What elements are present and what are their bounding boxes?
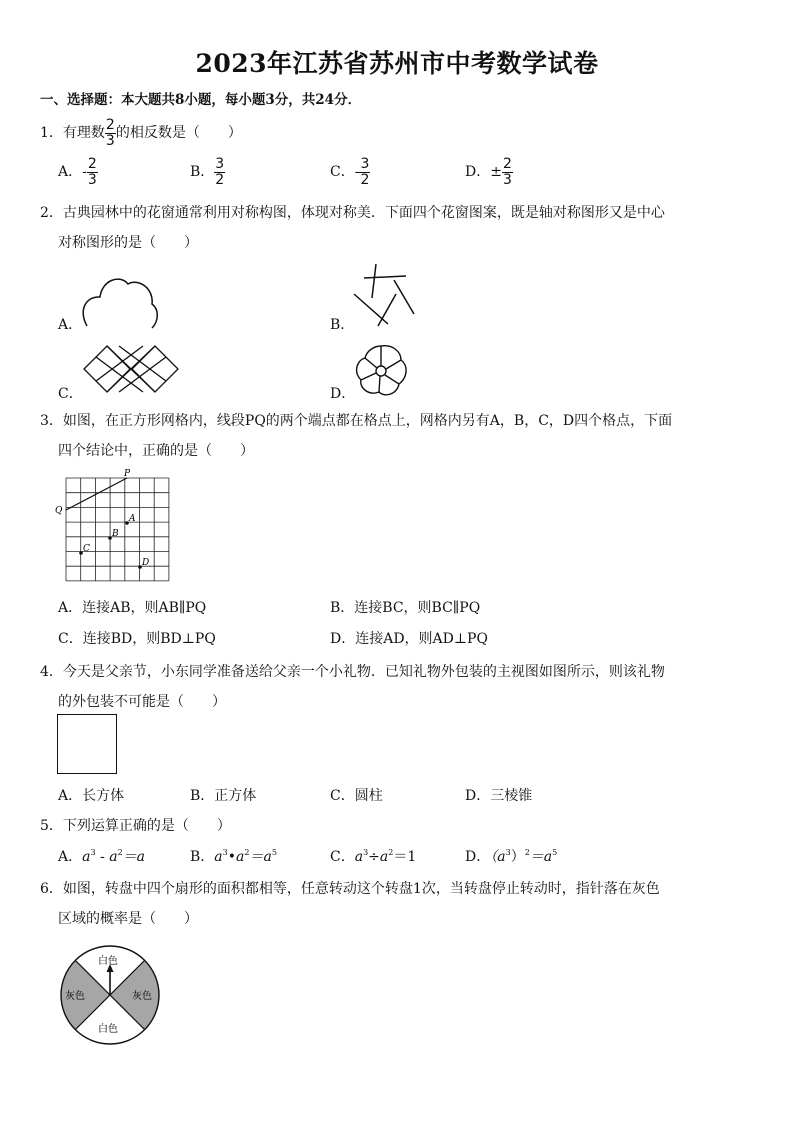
q5-option-c[interactable] (330, 846, 416, 866)
frac-den: 3 (502, 171, 512, 188)
q2-option-c[interactable]: C． (58, 386, 83, 402)
q3-option-d[interactable]: D．连接AD，则AD⊥PQ (330, 631, 488, 647)
question-4-line2: 的外包装不可能是（ ） (58, 694, 226, 710)
option-label: A． (58, 849, 83, 865)
section-heading: 一、选择题：本大题共8小题，每小题3分，共24分． (40, 92, 362, 108)
result: ＝a (529, 849, 553, 865)
exponent: 5 (271, 848, 277, 857)
q2-figure-b-pentagon-lines (350, 262, 420, 328)
question-4-line1: 4．今天是父亲节，小东同学准备送给父亲一个小礼物．已知礼物外包装的主视图如图所示，则该礼物 (40, 664, 665, 680)
frac-num: 2 (502, 156, 512, 172)
option-label: B． (190, 164, 215, 181)
label-c: C (83, 544, 90, 554)
q2-figure-d-flower (353, 342, 409, 398)
result: ＝a (122, 849, 146, 865)
label-q: Q (55, 506, 63, 516)
q2-figure-c-lattice (82, 344, 182, 394)
option-label: D． (465, 849, 491, 865)
question-2-line1: 2．古典园林中的花窗通常利用对称构图，体现对称美．下面四个花窗图案，既是轴对称图形又是中心 (40, 205, 665, 221)
base: a (236, 849, 245, 865)
question-1 (40, 118, 242, 148)
q1-prefix: 1．有理数 (40, 125, 105, 142)
q3-option-b[interactable]: B．连接BC，则BC∥PQ (330, 600, 481, 616)
label-p: P (124, 469, 131, 479)
exponent: 3 (505, 848, 511, 857)
label-b: B (112, 529, 119, 539)
q1-frac-den: 3 (105, 132, 115, 149)
option-sign: ± (490, 164, 502, 181)
result: ＝a (249, 849, 272, 865)
question-3-line1: 3．如图，在正方形网格内，线段PQ的两个端点都在格点上，网格内另有A，B，C，D四个格点，下面 (40, 413, 673, 429)
option-label: A． (58, 164, 83, 181)
frac-num: 3 (360, 156, 370, 172)
q2-option-a[interactable]: A． (58, 317, 83, 333)
operator: - (95, 849, 110, 865)
q2-option-d[interactable]: D． (330, 386, 356, 402)
q1-suffix: 的相反数是（ ） (115, 125, 242, 142)
q1-option-b[interactable] (190, 157, 225, 187)
frac-num: 2 (87, 156, 97, 172)
exponent: 3 (222, 848, 228, 857)
q3-option-c[interactable]: C．连接BD，则BD⊥PQ (58, 631, 216, 647)
q1-option-a[interactable] (58, 157, 98, 187)
operator: • (227, 849, 237, 865)
label-d: D (142, 558, 150, 568)
question-6-line1: 6．如图，转盘中四个扇形的面积都相等，任意转动这个转盘1次，当转盘停止转动时，指针落在灰色 (40, 881, 660, 897)
option-sign: - (82, 164, 87, 181)
label-bottom-white: 白色 (98, 1024, 118, 1035)
frac-den: 2 (360, 171, 370, 188)
base: a (109, 849, 118, 865)
option-label: B． (190, 849, 215, 865)
q1-fraction (105, 118, 116, 148)
paren: ） (510, 849, 525, 865)
q4-option-c[interactable]: C．圆柱 (330, 788, 383, 804)
exponent: 5 (552, 848, 558, 857)
q1-frac-num: 2 (105, 117, 115, 133)
result: ＝1 (393, 849, 417, 865)
exponent: 2 (117, 848, 123, 857)
q4-square-front-view (57, 714, 117, 774)
operator: ÷ (368, 849, 380, 865)
base: a (214, 849, 223, 865)
q2-figure-a-cloud (80, 270, 160, 330)
q5-option-d[interactable] (465, 846, 557, 866)
exponent: 2 (524, 848, 530, 857)
q3-option-a[interactable]: A．连接AB，则AB∥PQ (58, 600, 207, 616)
q4-option-d[interactable]: D．三棱锥 (465, 788, 533, 804)
base: a (379, 849, 389, 865)
question-2-line2: 对称图形的是（ ） (58, 235, 198, 251)
q6-spinner-figure (56, 944, 166, 1048)
q5-option-b[interactable] (190, 846, 277, 866)
exponent: 3 (90, 848, 96, 857)
base: （a (490, 849, 506, 865)
frac-den: 3 (87, 171, 97, 188)
q1-option-d[interactable] (465, 157, 513, 187)
option-label: C． (330, 849, 355, 865)
q3-grid-figure (54, 466, 184, 588)
q4-option-a[interactable]: A．长方体 (58, 788, 125, 804)
question-3-line2: 四个结论中，正确的是（ ） (58, 443, 254, 459)
exponent: 2 (244, 848, 250, 857)
q2-option-b[interactable]: B． (330, 317, 355, 333)
option-label: C． (330, 164, 355, 181)
q1-option-c[interactable] (330, 157, 370, 187)
frac-num: 3 (215, 156, 225, 172)
exponent: 2 (388, 848, 394, 857)
label-a: A (129, 514, 136, 524)
q4-option-b[interactable]: B．正方体 (190, 788, 257, 804)
question-6-line2: 区域的概率是（ ） (58, 911, 198, 927)
label-right-gray: 灰色 (132, 991, 152, 1002)
page-title: 2023年江苏省苏州市中考数学试卷 (195, 49, 599, 78)
label-top-white: 白色 (98, 956, 118, 967)
exponent: 3 (363, 848, 369, 857)
base: a (82, 849, 91, 865)
option-sign: - (354, 164, 360, 181)
option-label: D． (465, 164, 491, 181)
frac-den: 2 (215, 171, 225, 188)
label-left-gray: 灰色 (65, 991, 85, 1002)
base: a (354, 849, 364, 865)
segment-pq (66, 478, 127, 510)
question-5-line1: 5．下列运算正确的是（ ） (40, 818, 231, 834)
q5-option-a[interactable] (58, 846, 145, 866)
